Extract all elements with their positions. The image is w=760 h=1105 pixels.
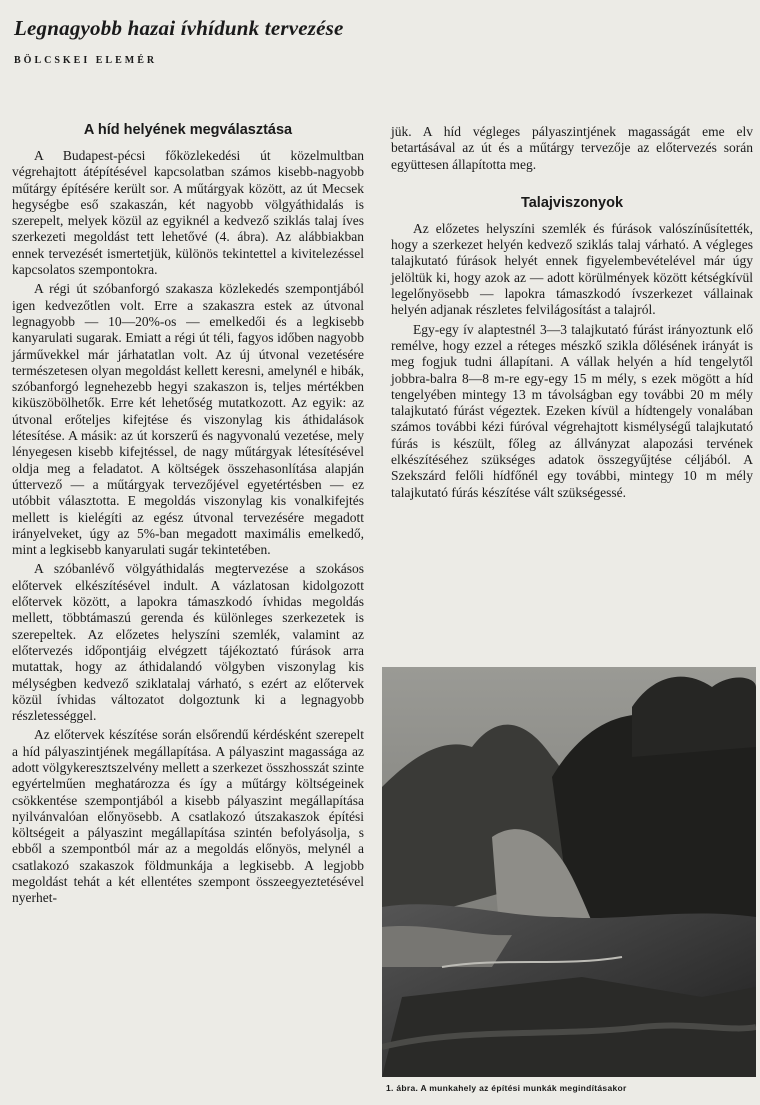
figure-caption: 1. ábra. A munkahely az építési munkák megindításakor	[386, 1083, 627, 1093]
paragraph: A Budapest-pécsi főközlekedési út közelmultban végrehajtott átépítésével kapcsolatban számos kisebb-nagyobb műtárgy építésére került sor. A műtárgyak között, az út Mecsek hegységbe eső szakaszán, két nagyobb völgyáthidalás is szerepelt, melyek közül az egyiknél a kedvező sziklás talaj íves szerkezeti megoldást tett lehetővé (4. ábra). Az alábbiakban ennek tervezését ismertetjük, különös tekintettel a kivitelezéssel kapcsolatos szempontokra.	[12, 148, 364, 278]
article-title: Legnagyobb hazai ívhídunk tervezése	[14, 16, 344, 40]
section-heading-soil: Talajviszonyok	[520, 194, 624, 211]
author-name: BÖLCSKEI ELEMÉR	[14, 55, 158, 66]
construction-site-photo	[382, 667, 756, 1077]
paragraph-continuation: jük. A híd végleges pályaszintjének magasságát eme elv betartásával az út és a műtárgy tervezője az előtervezés során együttesen állapította meg.	[391, 124, 753, 172]
paragraph: A szóbanlévő völgyáthidalás megtervezése a szokásos előtervek elkészítésével indult. A vázlatosan kidolgozott előtervek között, a lapokra támaszkodó ívhidas megoldás mellett, többtámaszú gerenda és különleges szerkezetek is szerepeltek. Az előzetes helyszíni szemlék, valamint az előtervezés időpontjáig elvégzett tájékoztató fúrások arra mutattak, hogy az áthidalandó völgyben viszonylag kis mélységben kedvező sziklatalaj várható, s ezért az előtervek közül ívhidas változatot dolgoztunk ki a legnagyobb részletességgel.	[12, 561, 364, 724]
paragraph: A régi út szóbanforgó szakasza közlekedés szempontjából igen kedvezőtlen volt. Erre a szakaszra estek az útvonal legnagyobb — 10—20%-os — emelkedői és a legkisebb kanyarulati sugarak. Emiatt a régi út téli, fagyos időben nagyobb járművekkel már járhatatlan volt. Az új útvonal vezetésére természetesen olyan megoldást kellett keresni, amelynél e hibák, szóbanforgó legnehezebb hegyi szakaszon is, teljes mértékben kiküszöbölhetők. Erre két lehetőség mutatkozott. Az egyik: az útvonal erőteljes kifejtése és viszonylag kis áthidalások létesítése. A másik: az út korszerű és nagyvonalú vezetése, mely lényegesen kisebb kifejtéssel, de nagy műtárgyak létesítésével oldja meg a feladatot. A költségek összehasonlítása alapján úttervező — a műtárgyak tervezőjével egyetértésben — ez utóbbit választotta. E megoldás viszonylag kis vonalkifejtés mellett is kielégíti az egész útvonal tervezésére megadott irányelveket, úgy az 5%-ban megadott maximális emelkedő, mint a legkisebb kanyarulati sugár tekintetében.	[12, 281, 364, 558]
paragraph: Egy-egy ív alaptestnél 3—3 talajkutató fúrást irányoztunk elő remélve, hogy ezzel a réteges mészkő szikla dőlésének irányát is meg fogjuk tudni állapítani. A vállak helyén a híd tengelytől jobbra-balra 8—8 m-re egy-egy 15 m mély, s ezek mögött a híd tengelyében mintegy 13 m távolságban egy további 20 m mély talajkutató fúrást végeztek. Ezeken kívül a hídtengely vonalában számos további kézi fúróval végrehajtott kismélységű talajkutató fúrás is készült, főleg az állványzat alapozási tervének elkészítéséhez szükséges adatok összegyűjtése céljából. A Szekszárd felőli hídfőnél egy további, mintegy 10 m mély talajkutató fúrás készítése vált szükségessé.	[391, 321, 753, 500]
paragraph: Az előzetes helyszíni szemlék és fúrások valószínűsítették, hogy a szerkezet helyén kedvező sziklás talaj várható. A végleges talajkutató fúrások helyét ennek figyelembevételével már úgy jelöltük ki, hogy azok az — adott körülmények között kétségkívül legelőnyösebb — lapokra támaszkodó ívszerkezet vállainak helyén adjanak részletes felvilágosítást a talajról.	[391, 220, 753, 318]
photo-image	[382, 667, 756, 1077]
section-heading-location: A híd helyének megválasztása	[83, 122, 293, 138]
left-column	[12, 122, 364, 907]
paragraph: Az előtervek készítése során elsőrendű kérdésként szerepelt a híd pályaszintjének megállapítása. A pályaszint magassága az adott völgykeresztszelvény mellett a szerkezet összhosszát szinte egyértelműen meghatározza és így a műtárgy költségeinek csökkentése szempontjából a kisebb pályaszint megállapítása nyilvánvalóan előnyösebb. A csatlakozó útszakaszok építési költségeit a pályaszint megállapítása szintén befolyásolja, s ebből a szempontból már az a megoldás előnyös, melynél a csatlakozó szakaszok földmunkája a legkisebb. A legjobb megoldást tehát a két ellentétes szempont összeegyeztetésével nyerhet-	[12, 727, 364, 906]
right-column	[391, 124, 753, 501]
